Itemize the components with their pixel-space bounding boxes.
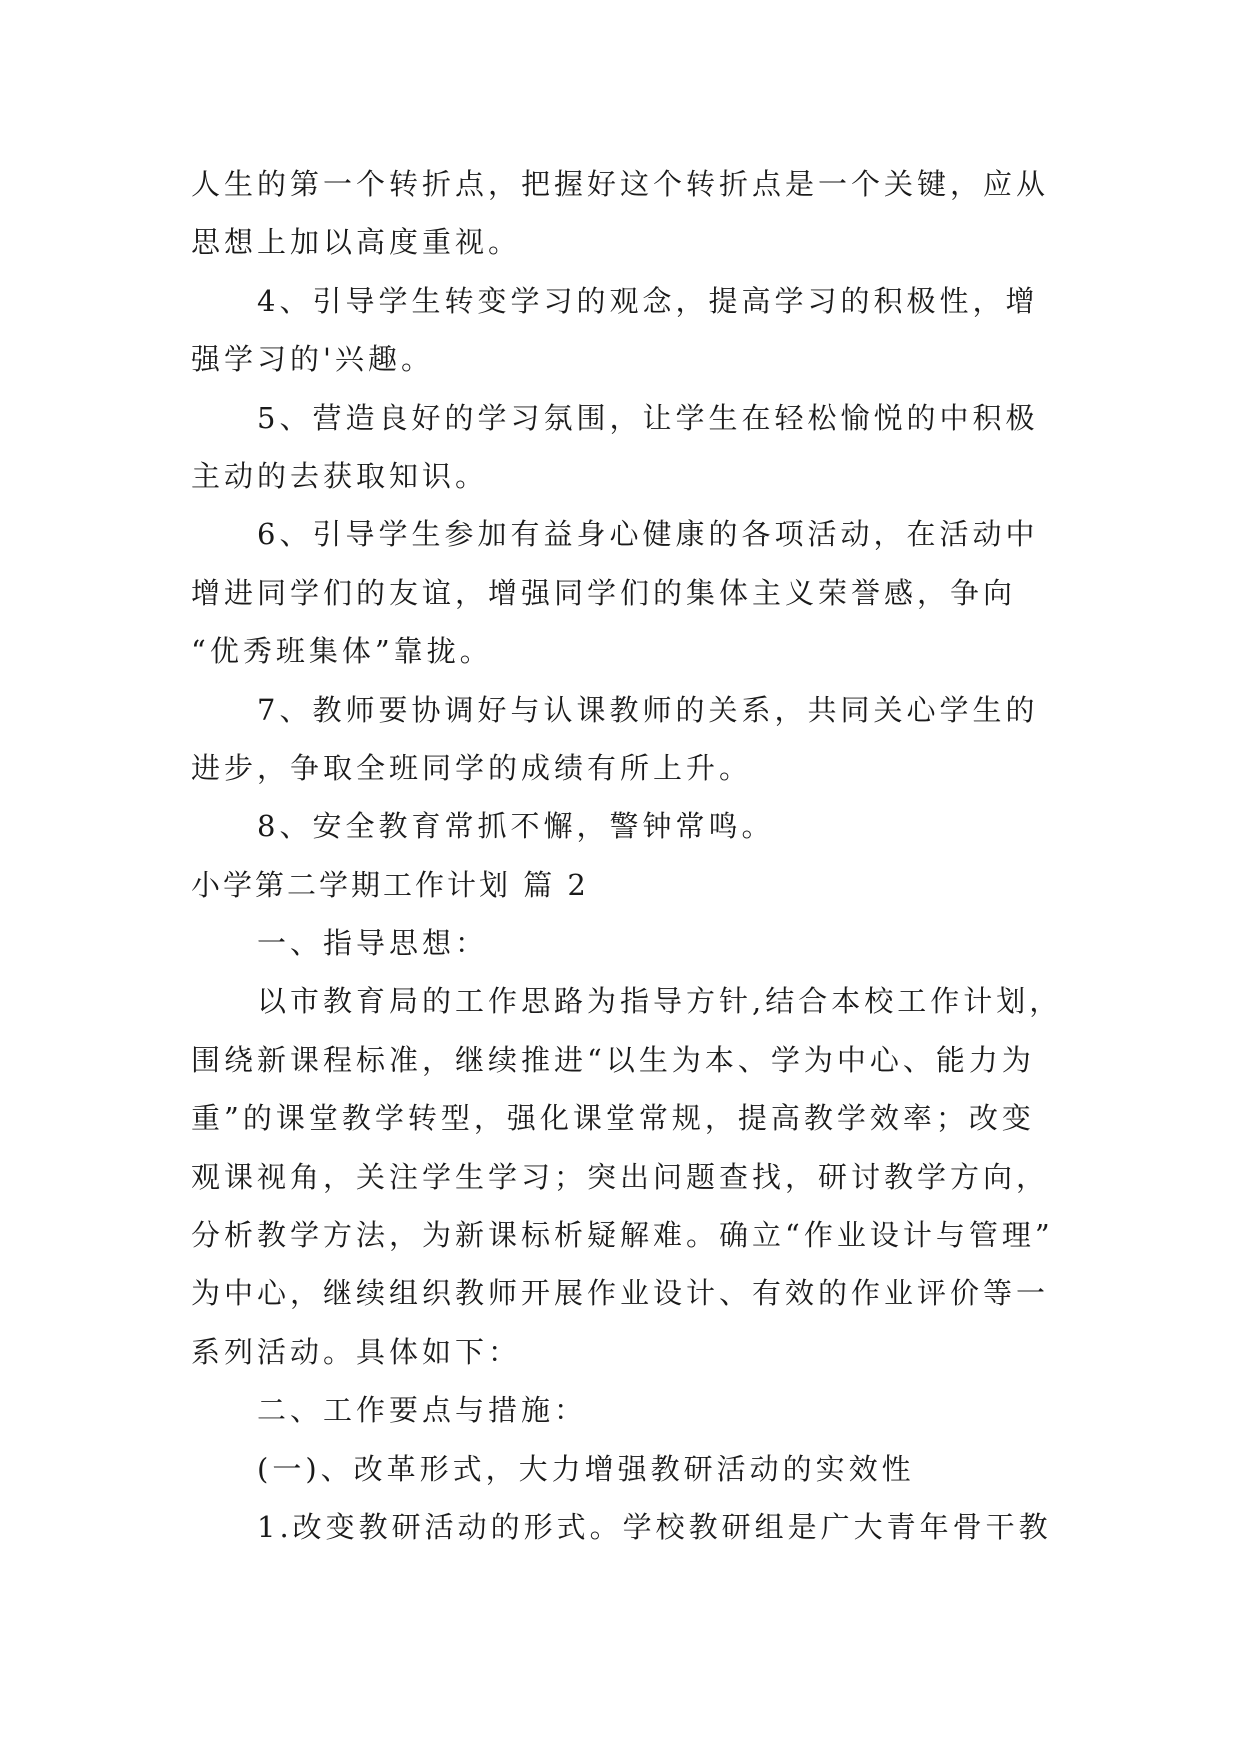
list-item-7-cont: 进步，争取全班同学的成绩有所上升。 — [191, 750, 753, 785]
list-item-4-cont: 强学习的'兴趣。 — [191, 342, 434, 377]
heading-work-points: 二、工作要点与措施： — [257, 1393, 588, 1428]
list-item-5-cont: 主动的去获取知识。 — [191, 458, 489, 493]
text-line-2: 思想上加以高度重视。 — [191, 225, 522, 260]
list-item-8: 8、安全教育常抓不懈，警钟常鸣。 — [257, 809, 775, 844]
paragraph-line-4: 观课视角，关注学生学习；突出问题查找，研讨教学方向， — [191, 1159, 1050, 1194]
paragraph-line-7: 系列活动。具体如下： — [191, 1334, 522, 1369]
list-item-7: 7、教师要协调好与认课教师的关系，共同关心学生的 — [257, 692, 1039, 727]
list-item-4: 4、引导学生转变学习的观念，提高学习的积极性，增 — [257, 283, 1039, 318]
text-line-1: 人生的第一个转折点，把握好这个转折点是一个关键，应从 — [191, 167, 1050, 201]
list-item-6: 6、引导学生参加有益身心健康的各项活动，在活动中 — [257, 517, 1039, 552]
paragraph-line-5: 分析教学方法，为新课标析疑解难。确立“作业设计与管理” — [191, 1218, 1054, 1253]
list-item-1-point: 1.改变教研活动的形式。学校教研组是广大青年骨干教 — [257, 1509, 1052, 1544]
subheading-reform: (一)、改革形式，大力增强教研活动的实效性 — [257, 1451, 915, 1486]
paragraph-line-6: 为中心，继续组织教师开展作业设计、有效的作业评价等一 — [191, 1276, 1050, 1311]
list-item-5: 5、营造良好的学习氛围，让学生在轻松愉悦的中积极 — [257, 400, 1039, 435]
paragraph-line-2: 围绕新课程标准，继续推进“以生为本、学为中心、能力为 — [191, 1042, 1035, 1077]
heading-guiding-thought: 一、指导思想： — [257, 926, 489, 961]
paragraph-line-1: 以市教育局的工作思路为指导方针,结合本校工作计划， — [257, 984, 1063, 1019]
section-title: 小学第二学期工作计划 篇 2 — [191, 867, 589, 902]
list-item-6-cont-1: 增进同学们的友谊，增强同学们的集体主义荣誉感，争向 — [191, 575, 1017, 610]
document-body — [191, 155, 1063, 1556]
list-item-6-cont-2: “优秀班集体”靠拢。 — [191, 634, 493, 669]
paragraph-line-3: 重”的课堂教学转型，强化课堂常规，提高教学效率；改变 — [191, 1101, 1035, 1136]
